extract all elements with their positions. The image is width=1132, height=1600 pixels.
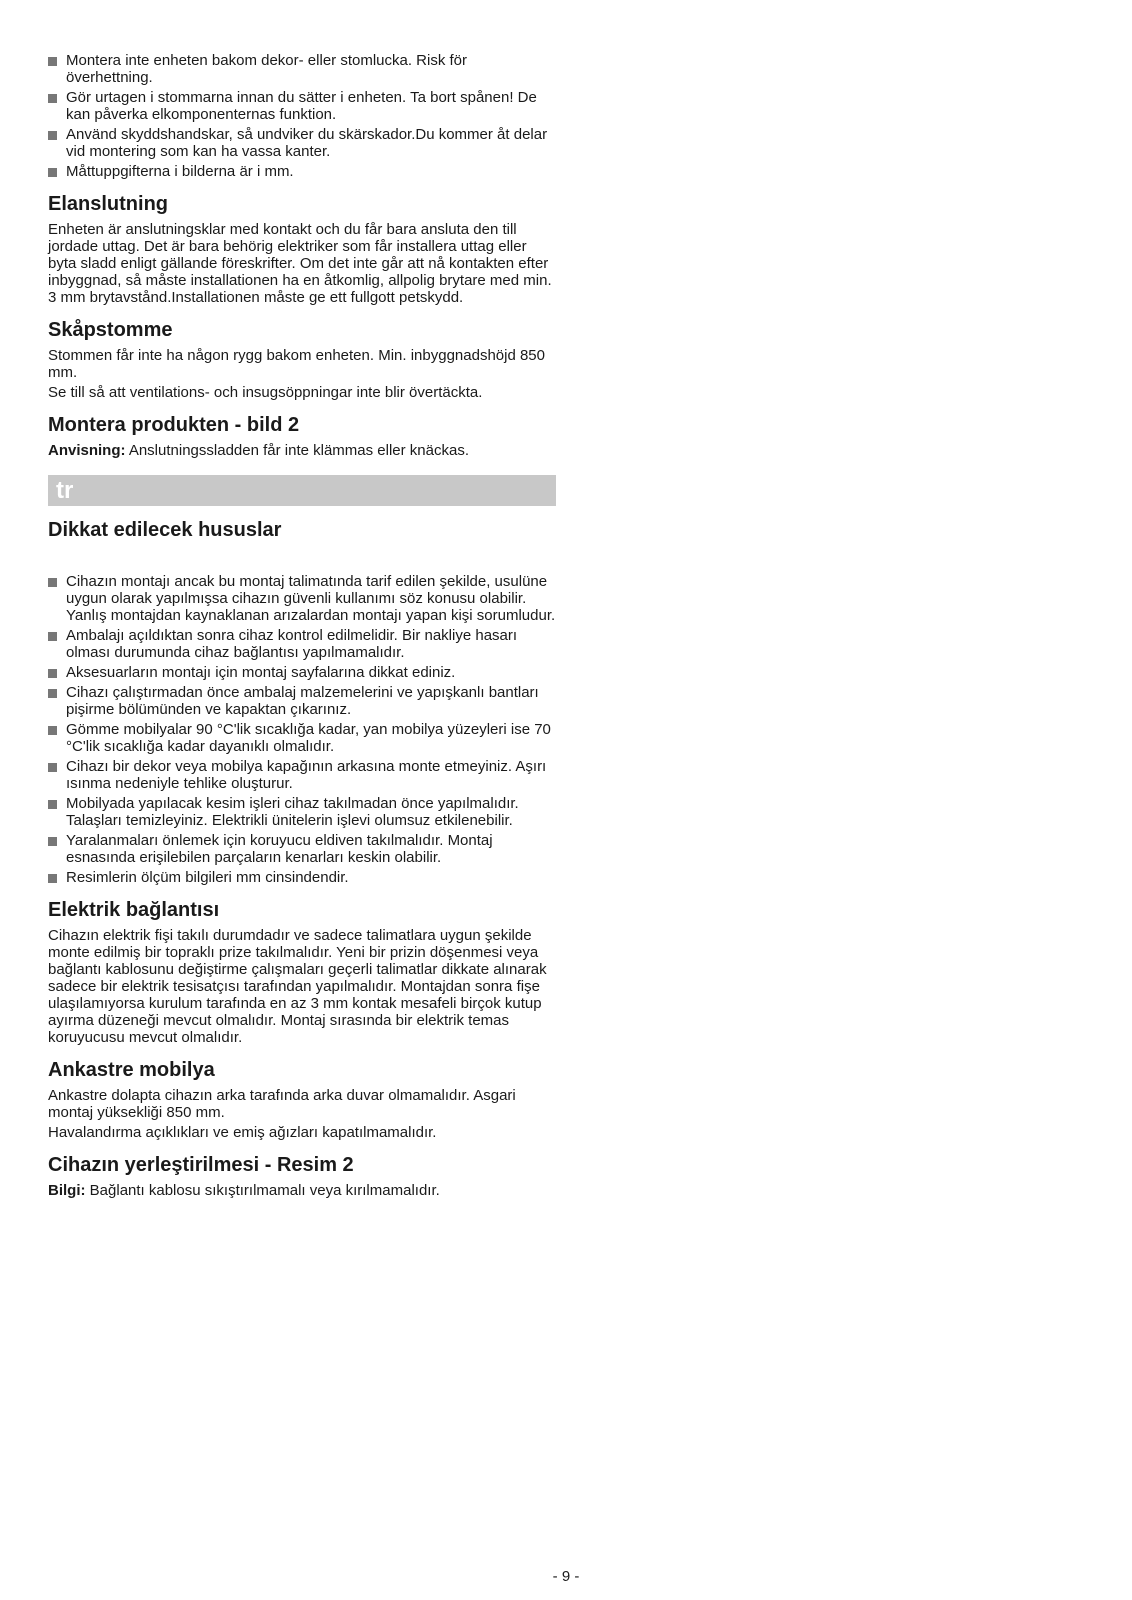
paragraph-skapstomme-1: Stommen får inte ha någon rygg bakom enheten. Min. inbyggnadshöjd 850 mm. <box>48 347 545 381</box>
square-bullet-icon <box>48 131 57 140</box>
square-bullet-icon <box>48 168 57 177</box>
note-bilgi <box>48 1182 556 1199</box>
content-column <box>48 52 556 1202</box>
list-item: Cihazı bir dekor veya mobilya kapağının arkasına monte etmeyiniz. Aşırı ısınma nedeniyle tehlike oluşturur. <box>48 758 556 792</box>
list-item: Ambalajı açıldıktan sonra cihaz kontrol edilmelidir. Bir nakliye hasarı olması durumunda cihaz bağlantısı yapılmamalıdır. <box>48 627 556 661</box>
square-bullet-icon <box>48 726 57 735</box>
tr-bullet-list <box>48 573 556 886</box>
paragraph-skapstomme-2: Se till så att ventilations- och insugsöppningar inte blir övertäckta. <box>48 384 483 401</box>
section-heading-dikkat: Dikkat edilecek hususlar <box>48 519 282 541</box>
paragraph-ankastre-2: Havalandırma açıklıkları ve emiş ağızları kapatılmamalıdır. <box>48 1124 437 1141</box>
square-bullet-icon <box>48 800 57 809</box>
language-bar <box>48 475 556 506</box>
page-number: - 9 - <box>552 1568 580 1585</box>
language-code: tr <box>56 477 74 504</box>
list-item: Yaralanmaları önlemek için koruyucu eldiven takılmalıdır. Montaj esnasında erişilebilen parçaların kenarları keskin olabilir. <box>48 832 556 866</box>
sv-bullet-list <box>48 52 556 180</box>
square-bullet-icon <box>48 578 57 587</box>
list-item: Cihazı çalıştırmadan önce ambalaj malzemelerini ve yapışkanlı bantları pişirme bölümünden ve kapaktan çıkarınız. <box>48 684 556 718</box>
note-text: Bağlantı kablosu sıkıştırılmamalı veya kırılmamalıdır. <box>85 1182 440 1199</box>
square-bullet-icon <box>48 874 57 883</box>
section-heading-elektrik: Elektrik bağlantısı <box>48 899 220 921</box>
section-heading-yerlestirme: Cihazın yerleştirilmesi - Resim 2 <box>48 1154 354 1176</box>
square-bullet-icon <box>48 57 57 66</box>
note-label: Bilgi: <box>48 1182 86 1199</box>
section-heading-skapstomme: Skåpstomme <box>48 319 173 341</box>
list-item: Montera inte enheten bakom dekor- eller stomlucka. Risk för överhettning. <box>48 52 556 86</box>
square-bullet-icon <box>48 94 57 103</box>
paragraph-elanslutning: Enheten är anslutningsklar med kontakt och du får bara ansluta den till jordade uttag. Det är bara behörig elektriker som får installera uttag eller byta sladd enligt gällande föreskrifter. Om det inte går att nå kontakten efter inbyggnad, så måste installationen ha en åtkomlig, allpolig brytare med min. 3 mm brytavstånd.Installationen måste ge ett fullgott petskydd. <box>48 221 552 306</box>
spacer <box>48 547 556 573</box>
note-montera <box>48 442 556 459</box>
list-item: Använd skyddshandskar, så undviker du skärskador.Du kommer åt delar vid montering som kan ha vassa kanter. <box>48 126 556 160</box>
list-item: Cihazın montajı ancak bu montaj talimatında tarif edilen şekilde, usulüne uygun olarak yapılmışsa cihazın güvenli kullanımı söz konusu olabilir. Yanlış montajdan kaynaklanan arızalardan montajı yapan kişi sorumludur. <box>48 573 556 624</box>
section-heading-elanslutning: Elanslutning <box>48 193 168 215</box>
square-bullet-icon <box>48 689 57 698</box>
list-item: Måttuppgifterna i bilderna är i mm. <box>48 163 556 180</box>
list-item: Mobilyada yapılacak kesim işleri cihaz takılmadan önce yapılmalıdır. Talaşları temizleyiniz. Elektrikli ünitelerin işlevi olumsuz etkilenebilir. <box>48 795 556 829</box>
paragraph-ankastre-1: Ankastre dolapta cihazın arka tarafında arka duvar olmamalıdır. Asgari montaj yüksekliği 850 mm. <box>48 1087 516 1121</box>
paragraph-elektrik: Cihazın elektrik fişi takılı durumdadır ve sadece talimatlara uygun şekilde monte edilmiş bir topraklı prize takılmalıdır. Yeni bir prizin döşenmesi veya bağlantı kablosunu değiştirme çalışmaları geçerli talimatlar dikkate alınarak sadece bir elektrik tesisatçısı tarafından yapılmalıdır. Montajdan sonra fişe ulaşılamıyorsa kurulum tarafında en az 3 mm kontak mesafeli birçok kutup ayırma düzeneği mevcut olmalıdır. Montaj sırasında bir elektrik temas koruyucusu mevcut olmalıdır. <box>48 927 547 1046</box>
list-item: Aksesuarların montajı için montaj sayfalarına dikkat ediniz. <box>48 664 556 681</box>
square-bullet-icon <box>48 837 57 846</box>
note-label: Anvisning: <box>48 442 126 459</box>
list-item: Gömme mobilyalar 90 °C'lik sıcaklığa kadar, yan mobilya yüzeyleri ise 70 °C'lik sıcaklığa kadar dayanıklı olmalıdır. <box>48 721 556 755</box>
list-item: Gör urtagen i stommarna innan du sätter i enheten. Ta bort spånen! De kan påverka elkomponenternas funktion. <box>48 89 556 123</box>
square-bullet-icon <box>48 763 57 772</box>
note-text: Anslutningssladden får inte klämmas eller knäckas. <box>125 442 470 459</box>
section-heading-montera: Montera produkten - bild 2 <box>48 414 300 436</box>
section-heading-ankastre: Ankastre mobilya <box>48 1059 215 1081</box>
list-item: Resimlerin ölçüm bilgileri mm cinsindendir. <box>48 869 556 886</box>
square-bullet-icon <box>48 669 57 678</box>
square-bullet-icon <box>48 632 57 641</box>
